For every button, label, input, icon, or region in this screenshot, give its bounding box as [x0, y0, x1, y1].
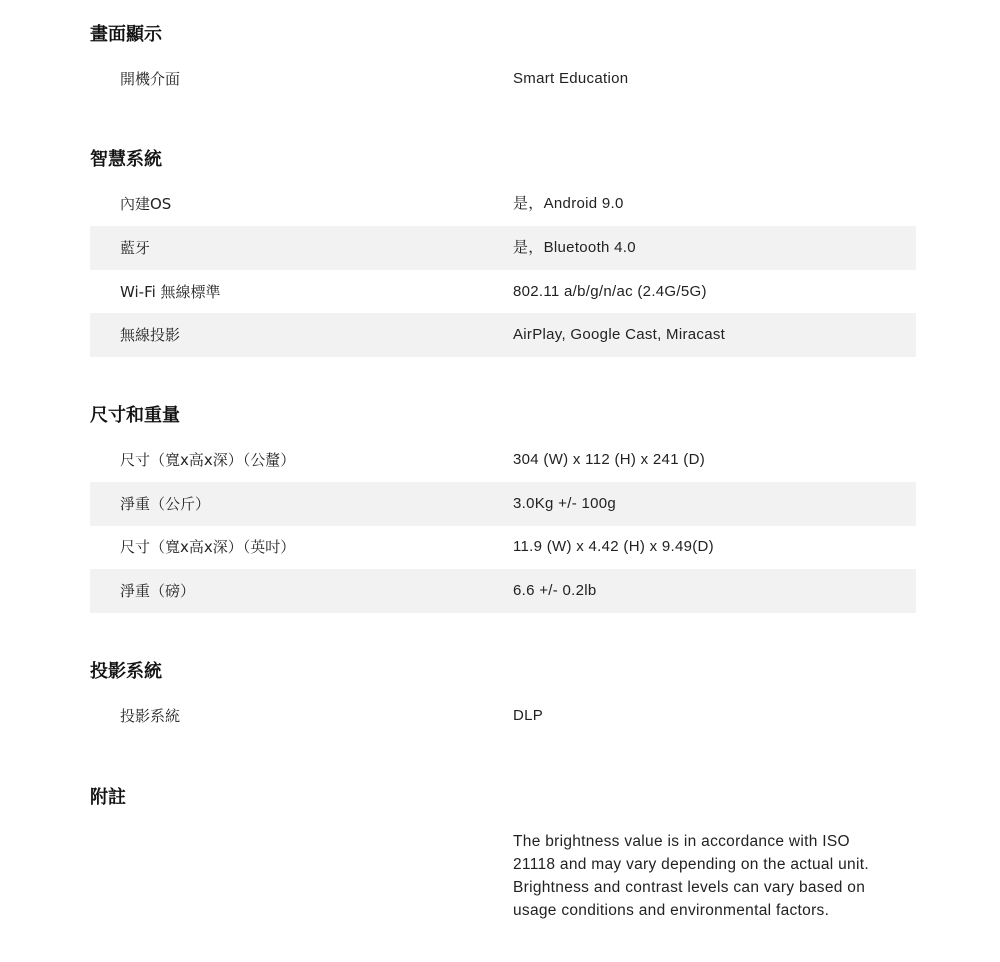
- spec-label: 尺寸（寬x高x深）（英吋）: [120, 538, 296, 556]
- spec-row: [90, 438, 916, 482]
- spec-value: 是，Bluetooth 4.0: [513, 239, 636, 256]
- note-text: [513, 830, 913, 922]
- spec-value: Smart Education: [513, 70, 629, 87]
- spec-value: 11.9 (W) x 4.42 (H) x 9.49(D): [513, 538, 714, 555]
- note-line: Brightness and contrast levels can vary based on: [513, 879, 866, 896]
- note-line: usage conditions and environmental factors.: [513, 902, 830, 919]
- spec-label: 尺寸（寬x高x深）（公釐）: [120, 451, 296, 469]
- spec-row: [90, 226, 916, 270]
- spec-row: [90, 182, 916, 226]
- spec-row: [90, 482, 916, 526]
- spec-label: 淨重（公斤）: [120, 495, 211, 513]
- spec-label: 藍牙: [120, 239, 151, 257]
- spec-row: [90, 569, 916, 613]
- section-title-display: 畫面顯示: [90, 24, 162, 45]
- note-line: The brightness value is in accordance with ISO: [513, 833, 850, 850]
- spec-row: [90, 270, 916, 314]
- spec-label: 淨重（磅）: [120, 582, 196, 600]
- note-line: 21118 and may vary depending on the actual unit.: [513, 856, 869, 873]
- spec-row: [90, 694, 916, 738]
- spec-value: 802.11 a/b/g/n/ac (2.4G/5G): [513, 283, 707, 300]
- spec-value: DLP: [513, 707, 544, 724]
- spec-label: 無線投影: [120, 326, 181, 344]
- spec-row: [90, 57, 916, 101]
- spec-value: AirPlay, Google Cast, Miracast: [513, 326, 726, 343]
- spec-label: 投影系統: [120, 707, 181, 725]
- section-title-notes: 附註: [90, 787, 126, 808]
- spec-label: 開機介面: [120, 70, 181, 88]
- section-title-projection: 投影系統: [90, 661, 162, 682]
- spec-value: 304 (W) x 112 (H) x 241 (D): [513, 451, 706, 468]
- spec-value: 是，Android 9.0: [513, 195, 624, 212]
- section-title-smart-system: 智慧系統: [90, 149, 162, 170]
- spec-row: [90, 313, 916, 357]
- spec-row: [90, 525, 916, 569]
- spec-value: 3.0Kg +/- 100g: [513, 495, 617, 512]
- spec-label: 內建OS: [120, 195, 172, 213]
- spec-value: 6.6 +/- 0.2lb: [513, 582, 597, 599]
- section-title-size-weight: 尺寸和重量: [90, 405, 180, 426]
- spec-label: Wi-Fi 無線標準: [120, 283, 221, 301]
